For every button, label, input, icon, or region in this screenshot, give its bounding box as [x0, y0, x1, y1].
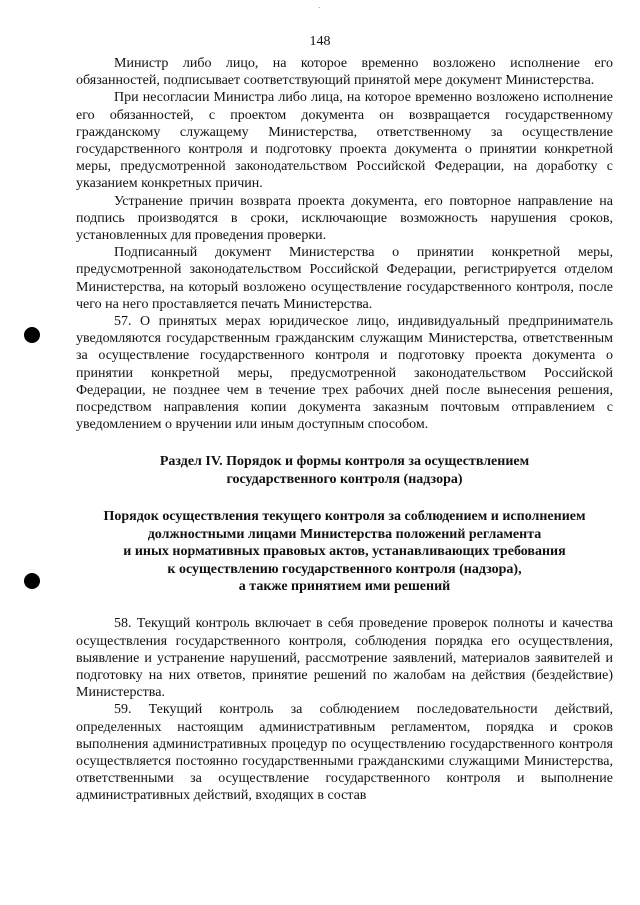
- subsection-heading: [76, 508, 613, 595]
- page-number: 148: [309, 34, 331, 49]
- section-heading-line: Раздел IV. Порядок и формы контроля за осуществлением: [159, 454, 530, 470]
- binder-hole-lower: [24, 573, 40, 589]
- document-body: [76, 55, 613, 805]
- paragraph: Министр либо лицо, на которое временно возложено исполнение его обязанностей, подписывает соответствующий принятой мере документ Министерства.: [76, 56, 613, 89]
- subsection-heading-line: Порядок осуществления текущего контроля за соблюдением и исполнением: [103, 509, 586, 525]
- paragraph: Устранение причин возврата проекта документа, его повторное направление на подпись производятся в сроки, исключающие возможность нарушения сроков, установленных для проведения проверки.: [76, 193, 613, 244]
- subsection-heading-line: а также принятием ими решений: [238, 578, 451, 594]
- section-heading-line: государственного контроля (надзора): [226, 471, 463, 487]
- subsection-heading-line: и иных нормативных правовых актов, устанавливающих требования: [123, 544, 566, 560]
- subsection-heading-line: к осуществлению государственного контроля (надзора),: [167, 561, 522, 577]
- paragraph-59: 59. Текущий контроль за соблюдением последовательности действий, определенных настоящим административным регламентом, порядка и сроков выполнения административных процедур по осуществлению государственного контроля осуществляется постоянно государственными гражданскими служащими Министерства, ответственными за осуществление государственного контроля и выполнение административных действий, входящих в состав: [76, 702, 613, 804]
- section-heading: [76, 453, 613, 488]
- subsection-heading-line: должностными лицами Министерства положений регламента: [147, 526, 542, 542]
- scan-mark: ·: [318, 4, 321, 12]
- binder-hole-upper: [24, 327, 40, 343]
- paragraph-57: 57. О принятых мерах юридическое лицо, индивидуальный предприниматель уведомляются государственным гражданским служащим Министерства, ответственным за осуществление государственного контроля и подготовку проекта документа о принятии конкретной меры, предусмотренной законодательством Российской Федерации, не позднее чем в течение трех рабочих дней после вынесения решения, посредством направления копии документа заказным почтовым отправлением с уведомлением о вручении или иным доступным способом.: [76, 314, 613, 433]
- paragraph-58: 58. Текущий контроль включает в себя проведение проверок полноты и качества осуществления государственного контроля, соблюдения порядка его осуществления, выявление и устранение нарушений, рассмотрение заявлений, материалов заявителей и подготовку на них ответов, принятие решений по жалобам на действия (бездействие) Министерства.: [76, 616, 613, 701]
- paragraph: При несогласии Министра либо лица, на которое временно возложено исполнение его обязанностей, с проектом документа он возвращается государственному гражданскому служащему Министерства, ответственному за осуществление государственного контроля и подготовку проекта документа о принятии конкретной меры, предусмотренной законодательством Российской Федерации, на доработку с указанием конкретных причин.: [76, 90, 613, 192]
- paragraph: Подписанный документ Министерства о принятии конкретной меры, предусмотренной законодательством Российской Федерации, регистрируется отделом Министерства, на который возложено осуществление государственного контроля, после чего на него проставляется печать Министерства.: [76, 245, 613, 312]
